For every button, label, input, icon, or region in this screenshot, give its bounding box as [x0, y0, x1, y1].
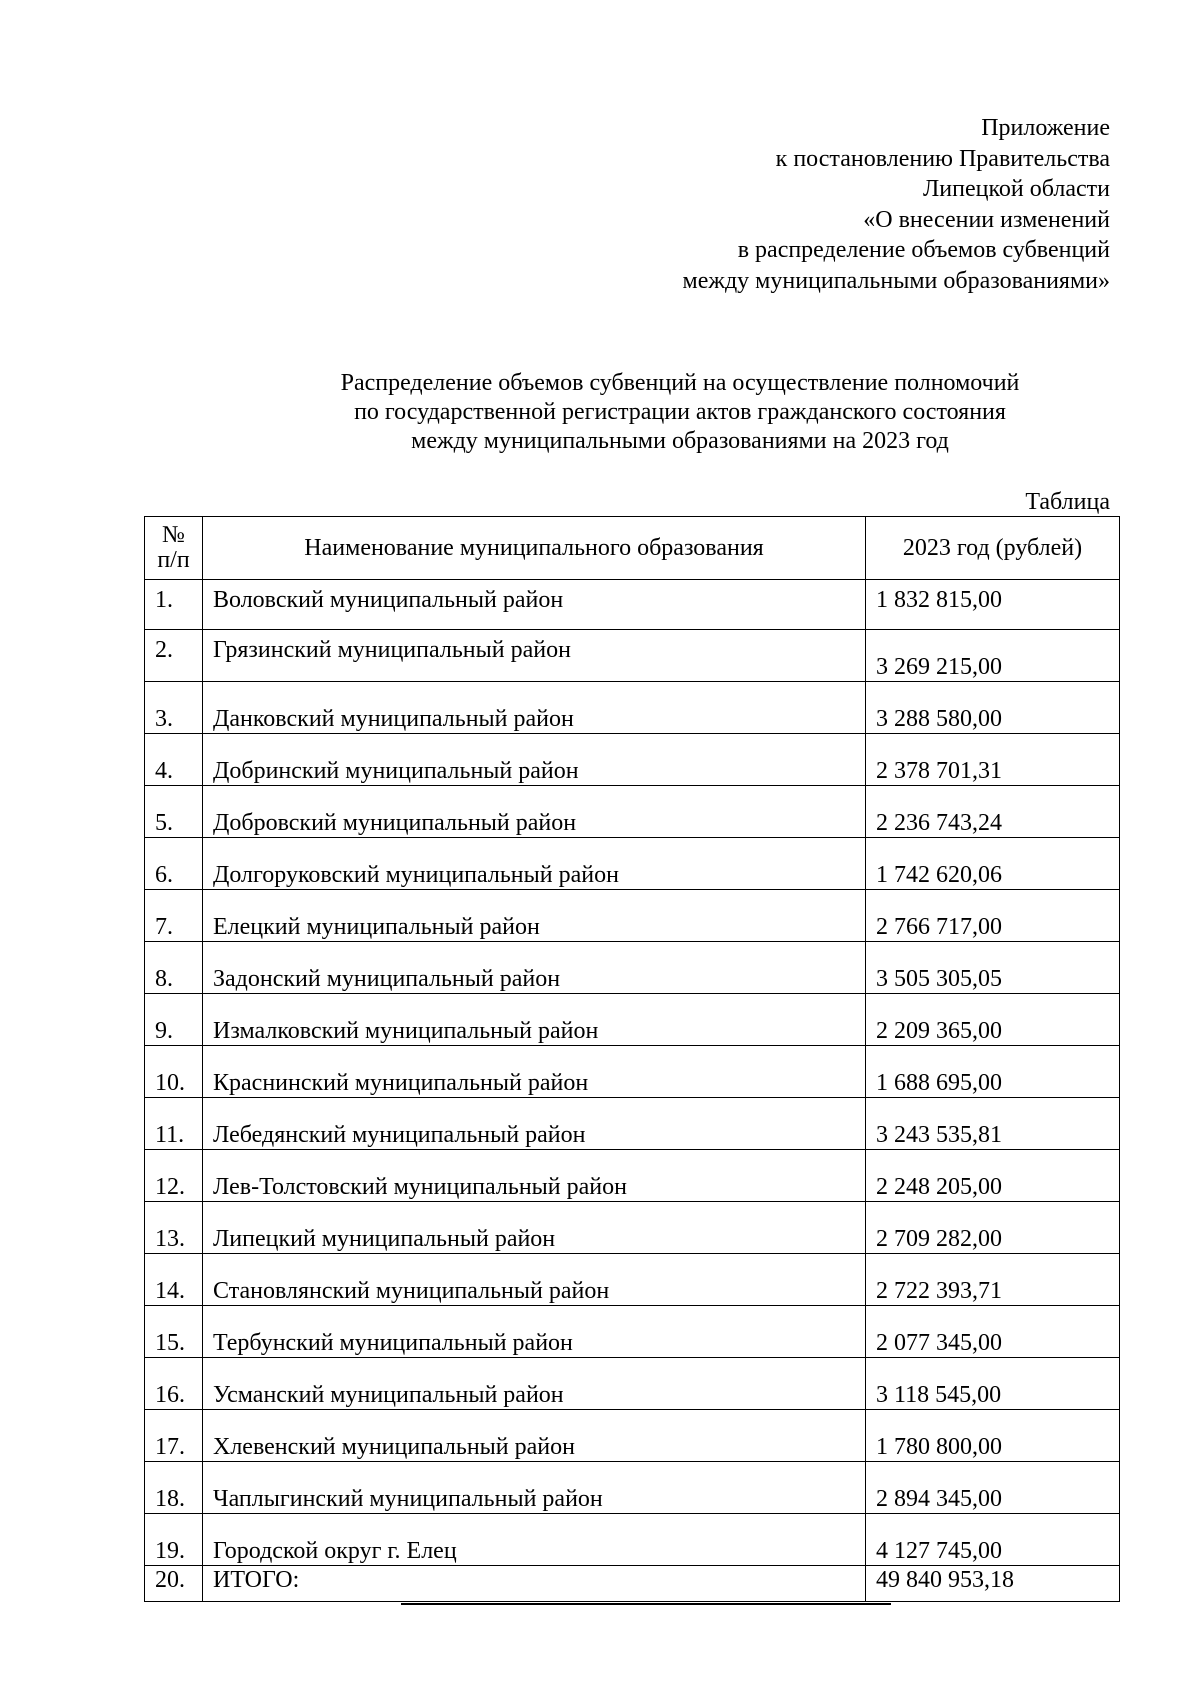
row-value-cell [866, 1254, 1120, 1306]
table-total-row [145, 1566, 1120, 1602]
row-value-cell [866, 786, 1120, 838]
row-name: Чаплыгинский муниципальный район [213, 1486, 603, 1512]
title-line: Распределение объемов субвенций на осуществление полномочий [340, 370, 1020, 396]
row-number: 10. [155, 1070, 185, 1096]
header-value: 2023 год (рублей) [866, 517, 1120, 580]
row-value-cell [866, 1150, 1120, 1202]
row-value-cell [866, 890, 1120, 942]
row-number: 2. [155, 637, 173, 663]
row-value-cell [866, 1358, 1120, 1410]
row-value-cell [866, 1462, 1120, 1514]
row-value: 3 505 305,05 [876, 966, 1002, 992]
row-number-cell [145, 1358, 203, 1410]
row-value-cell [866, 1202, 1120, 1254]
row-number-cell [145, 682, 203, 734]
table-row [145, 1306, 1120, 1358]
title-line: по государственной регистрации актов гражданского состояния [354, 399, 1006, 425]
table-row [145, 1410, 1120, 1462]
row-number-cell [145, 630, 203, 682]
row-name: Грязинский муниципальный район [213, 637, 571, 663]
table-row [145, 1046, 1120, 1098]
row-number: 20. [155, 1567, 185, 1593]
row-name: Данковский муниципальный район [213, 706, 574, 732]
row-value-cell [866, 942, 1120, 994]
table-row [145, 1150, 1120, 1202]
row-number: 14. [155, 1278, 185, 1304]
row-number: 12. [155, 1174, 185, 1200]
row-number-cell [145, 1462, 203, 1514]
row-number: 19. [155, 1538, 185, 1564]
row-name: Хлевенский муниципальный район [213, 1434, 575, 1460]
row-number: 16. [155, 1382, 185, 1408]
row-name-cell [203, 1202, 866, 1254]
row-name: Лев-Толстовский муниципальный район [213, 1174, 627, 1200]
row-name-cell [203, 1098, 866, 1150]
row-name-cell [203, 942, 866, 994]
row-number: 9. [155, 1018, 173, 1044]
row-number-cell [145, 1098, 203, 1150]
appendix-line: Приложение [981, 115, 1110, 141]
row-value-cell [866, 1566, 1120, 1602]
table-row [145, 890, 1120, 942]
row-number-cell [145, 994, 203, 1046]
row-number: 5. [155, 810, 173, 836]
row-value-cell [866, 682, 1120, 734]
header-number-line2: п/п [157, 547, 190, 573]
row-number: 4. [155, 758, 173, 784]
row-value: 2 077 345,00 [876, 1330, 1002, 1356]
table-row [145, 1098, 1120, 1150]
row-value-cell [866, 838, 1120, 890]
row-name-cell [203, 682, 866, 734]
row-name: Воловский муниципальный район [213, 587, 564, 613]
row-number-cell [145, 1514, 203, 1566]
row-number-cell [145, 580, 203, 630]
table-row [145, 838, 1120, 890]
row-number-cell [145, 1046, 203, 1098]
row-value: 3 269 215,00 [876, 654, 1002, 680]
table-header-row [145, 517, 1120, 580]
row-number-cell [145, 890, 203, 942]
table-row [145, 1462, 1120, 1514]
row-value: 2 766 717,00 [876, 914, 1002, 940]
row-number-cell [145, 1150, 203, 1202]
row-name: Липецкий муниципальный район [213, 1226, 556, 1252]
row-number: 17. [155, 1434, 185, 1460]
appendix-line: между муниципальными образованиями» [682, 267, 1110, 294]
row-value: 2 709 282,00 [876, 1226, 1002, 1252]
title-line: между муниципальными образованиями на 2023 год [411, 428, 949, 454]
row-name-cell [203, 1150, 866, 1202]
row-value: 1 832 815,00 [876, 587, 1002, 613]
row-name: ИТОГО: [213, 1567, 300, 1593]
row-value-cell [866, 630, 1120, 682]
row-name-cell [203, 786, 866, 838]
row-number-cell [145, 1566, 203, 1602]
row-number: 15. [155, 1330, 185, 1356]
row-number: 1. [155, 587, 173, 613]
row-name-cell [203, 1462, 866, 1514]
row-value: 2 722 393,71 [876, 1278, 1002, 1304]
row-name: Городской округ г. Елец [213, 1538, 457, 1564]
row-value: 2 236 743,24 [876, 810, 1002, 836]
table-row [145, 580, 1120, 630]
table-row [145, 994, 1120, 1046]
row-value: 49 840 953,18 [876, 1567, 1014, 1593]
row-value: 2 378 701,31 [876, 758, 1002, 784]
table-row [145, 1202, 1120, 1254]
row-name-cell [203, 1046, 866, 1098]
row-name: Елецкий муниципальный район [213, 914, 540, 940]
table-row [145, 1358, 1120, 1410]
row-name: Лебедянский муниципальный район [213, 1122, 586, 1148]
row-value-cell [866, 734, 1120, 786]
row-value-cell [866, 994, 1120, 1046]
row-value: 3 288 580,00 [876, 706, 1002, 732]
table-row [145, 1514, 1120, 1566]
row-number: 6. [155, 862, 173, 888]
row-name-cell [203, 630, 866, 682]
row-name-cell [203, 580, 866, 630]
appendix-line: «О внесении изменений [863, 206, 1110, 233]
document-title [250, 369, 1110, 456]
row-number-cell [145, 786, 203, 838]
row-number: 11. [155, 1122, 185, 1148]
row-number-cell [145, 1306, 203, 1358]
row-value-cell [866, 580, 1120, 630]
row-name: Измалковский муниципальный район [213, 1018, 599, 1044]
row-value: 1 742 620,06 [876, 862, 1002, 888]
row-name: Добринский муниципальный район [213, 758, 579, 784]
row-value: 3 118 545,00 [876, 1382, 1002, 1408]
row-name-cell [203, 1358, 866, 1410]
row-value: 1 780 800,00 [876, 1434, 1002, 1460]
row-name-cell [203, 734, 866, 786]
row-number-cell [145, 1202, 203, 1254]
row-name: Краснинский муниципальный район [213, 1070, 589, 1096]
header-number [145, 517, 203, 580]
row-value: 4 127 745,00 [876, 1538, 1002, 1564]
appendix-line: в распределение объемов субвенций [737, 237, 1110, 263]
row-name: Становлянский муниципальный район [213, 1278, 610, 1304]
header-number-line1: № [162, 522, 185, 548]
appendix-line: к постановлению Правительства [775, 145, 1110, 172]
appendix-line: Липецкой области [923, 176, 1110, 202]
row-value: 1 688 695,00 [876, 1070, 1002, 1096]
row-name-cell [203, 838, 866, 890]
row-number: 8. [155, 966, 173, 992]
table-row [145, 1254, 1120, 1306]
row-number: 13. [155, 1226, 185, 1252]
row-name: Тербунский муниципальный район [213, 1330, 573, 1356]
row-name-cell [203, 1566, 866, 1602]
row-value: 2 248 205,00 [876, 1174, 1002, 1200]
row-name-cell [203, 890, 866, 942]
row-number-cell [145, 1254, 203, 1306]
row-value: 3 243 535,81 [876, 1122, 1002, 1148]
row-number: 3. [155, 706, 173, 732]
end-line-divider [401, 1603, 891, 1605]
header-name: Наименование муниципального образования [203, 517, 866, 580]
row-name: Долгоруковский муниципальный район [213, 862, 619, 888]
row-number-cell [145, 734, 203, 786]
row-name-cell [203, 994, 866, 1046]
row-number: 18. [155, 1486, 185, 1512]
row-value-cell [866, 1098, 1120, 1150]
row-name: Добровский муниципальный район [213, 810, 577, 836]
row-value: 2 894 345,00 [876, 1486, 1002, 1512]
row-name-cell [203, 1514, 866, 1566]
row-name: Усманский муниципальный район [213, 1382, 564, 1408]
row-number-cell [145, 942, 203, 994]
row-name-cell [203, 1254, 866, 1306]
table-row [145, 786, 1120, 838]
row-name: Задонский муниципальный район [213, 966, 561, 992]
table-row [145, 630, 1120, 682]
row-value-cell [866, 1306, 1120, 1358]
row-name-cell [203, 1306, 866, 1358]
subventions-table [144, 516, 1120, 1602]
row-value-cell [866, 1514, 1120, 1566]
row-number-cell [145, 1410, 203, 1462]
appendix-header [683, 113, 1110, 296]
row-value-cell [866, 1410, 1120, 1462]
row-number-cell [145, 838, 203, 890]
row-value: 2 209 365,00 [876, 1018, 1002, 1044]
row-name-cell [203, 1410, 866, 1462]
table-body [145, 580, 1120, 1602]
row-number: 7. [155, 914, 173, 940]
row-value-cell [866, 1046, 1120, 1098]
table-row [145, 682, 1120, 734]
table-row [145, 942, 1120, 994]
table-row [145, 734, 1120, 786]
table-caption: Таблица [1025, 489, 1110, 515]
